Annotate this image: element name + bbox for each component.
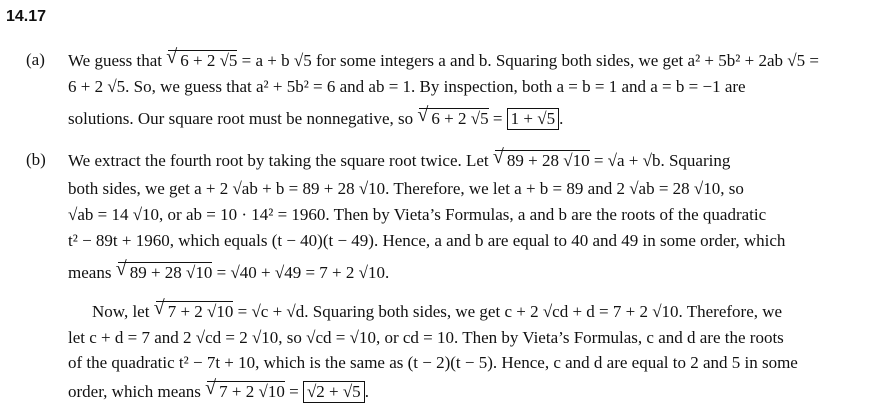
part-b-para2-line-4-equals: = [284, 382, 303, 401]
part-b-para2-line-4-period: . [364, 382, 369, 401]
part-a-boxed-answer: 1 + √5 [507, 108, 559, 130]
part-a-line-3-equals: = [488, 109, 507, 128]
problem-number: 14.17 [6, 8, 47, 25]
part-b-para2-line-1 [92, 301, 782, 323]
part-b-line-5-text: means [68, 263, 116, 282]
part-a-line-3 [68, 108, 563, 130]
part-b-para2-line-1-text-start: Now, let [92, 302, 154, 321]
part-b-line-1-radical: √ 89 + 28 √10 [495, 150, 590, 170]
part-a-line-1-text-end: = a + b √5 for some integers a and b. Squaring both sides, we get a² + 5b² + 2ab √5 = [237, 51, 819, 70]
part-b-para2-line-3: of the quadratic t² − 7t + 10, which is the same as (t − 2)(t − 5). Hence, c and d are equal to 2 and 5 in some [68, 353, 798, 372]
part-b-line-4: t² − 89t + 1960, which equals (t − 40)(t − 49). Hence, a and b are equal to 40 and 49 in some order, which [68, 231, 786, 250]
part-a-line-1-text-start: We guess that [68, 51, 167, 70]
part-a-label: (a) [26, 50, 45, 69]
part-b-boxed-answer: √2 + √5 [303, 381, 365, 403]
part-b-line-5 [68, 262, 389, 284]
part-a-line-3-text: solutions. Our square root must be nonnegative, so [68, 109, 418, 128]
part-b-line-1-text-start: We extract the fourth root by taking the square root twice. Let [68, 151, 493, 170]
part-b-line-3: √ab = 14 √10, or ab = 10 · 14² = 1960. Then by Vieta’s Formulas, a and b are the roots of the quadratic [68, 205, 767, 224]
part-b-para2-line-4 [68, 381, 369, 403]
part-b-line-2: both sides, we get a + 2 √ab + b = 89 + 28 √10. Therefore, we let a + b = 89 and 2 √ab = 28 √10, so [68, 179, 744, 198]
part-a-line-1-radical: √ 6 + 2 √5 [168, 50, 237, 70]
part-b-para2-line-4-radical: √ 7 + 2 √10 [207, 381, 285, 401]
part-b-line-1-text-end: = √a + √b. Squaring [589, 151, 731, 170]
part-b-label: (b) [26, 150, 46, 169]
part-b-line-5-radical: √ 89 + 28 √10 [118, 262, 213, 282]
part-b-line-1 [68, 150, 730, 172]
part-b-para2-line-2: let c + d = 7 and 2 √cd = 2 √10, so √cd = √10, or cd = 10. Then by Vieta’s Formulas, c and d are the roots [68, 328, 784, 347]
part-a-line-3-radical: √ 6 + 2 √5 [419, 108, 488, 128]
part-a-line-1 [68, 50, 819, 72]
part-a-line-2: 6 + 2 √5. So, we guess that a² + 5b² = 6 and ab = 1. By inspection, both a = b = 1 and a = b = −1 are [68, 77, 746, 96]
part-a-line-3-period: . [559, 109, 564, 128]
part-b-para2-line-1-radical: √ 7 + 2 √10 [156, 301, 234, 321]
part-b-para2-line-4-text: order, which means [68, 382, 206, 401]
part-b-para2-line-1-text-end: = √c + √d. Squaring both sides, we get c + 2 √cd + d = 7 + 2 √10. Therefore, we [233, 302, 783, 321]
part-b-line-5-text-end: = √40 + √49 = 7 + 2 √10. [212, 263, 390, 282]
